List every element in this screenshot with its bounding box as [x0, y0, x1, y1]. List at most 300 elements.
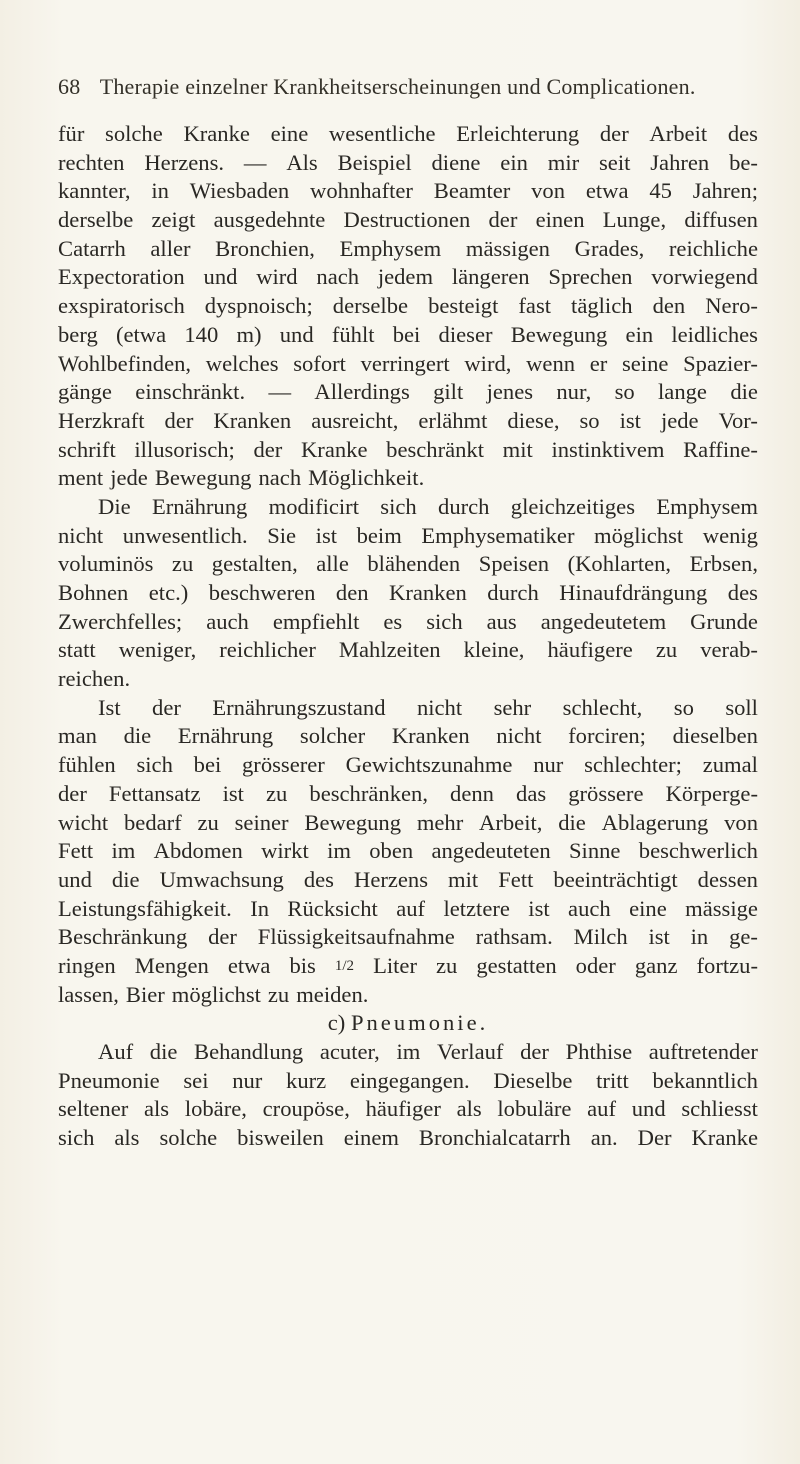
word: angedeutetem — [540, 608, 667, 634]
word: acuter, — [319, 1039, 380, 1064]
word: denn — [450, 780, 494, 806]
word: Raffine- — [683, 436, 758, 462]
word: und — [58, 866, 92, 892]
word: wesentliche — [328, 121, 436, 146]
word: Kranke — [183, 121, 250, 146]
word: Bier — [125, 981, 165, 1007]
body-text — [58, 120, 758, 1153]
word: Expectoration — [58, 264, 185, 290]
word: Zwerchfelles; — [58, 608, 183, 634]
text-line — [58, 694, 758, 723]
word: für — [58, 121, 85, 146]
text-line — [58, 780, 758, 809]
word: ist — [315, 522, 338, 548]
word: die — [111, 866, 140, 892]
word: verringert — [360, 350, 450, 376]
word: weniger, — [118, 637, 197, 663]
word: in — [690, 924, 709, 950]
word: Catarrh — [58, 235, 126, 261]
word: schrift — [58, 436, 116, 462]
word: beim — [356, 522, 402, 548]
word: meiden. — [296, 981, 369, 1007]
text-line — [58, 149, 758, 178]
word: jede — [110, 465, 148, 491]
word: ausreicht, — [311, 407, 399, 433]
word: mehr — [416, 809, 464, 835]
text-line — [58, 952, 758, 981]
word: Speisen — [478, 551, 550, 577]
word: gestalten, — [211, 551, 298, 577]
word: Gewichtszunahme — [345, 752, 513, 778]
word: ist — [222, 780, 244, 806]
running-title: Therapie einzelner Krankheitserscheinungen und Complicationen. — [99, 74, 696, 99]
word: Grunde — [690, 608, 758, 634]
section-label: c) — [327, 1010, 351, 1036]
word: bei — [392, 321, 421, 347]
word: Kranke — [691, 1125, 758, 1151]
word: einschränkt. — [135, 379, 246, 405]
word: mit — [448, 866, 479, 892]
word: des — [727, 580, 758, 605]
word: diffusen — [684, 207, 758, 233]
text-line — [58, 464, 758, 493]
word: häufiger — [365, 1096, 441, 1122]
text-line — [58, 350, 758, 379]
word: jedem — [377, 264, 434, 290]
word: lobäre, — [184, 1096, 247, 1122]
word: sei — [183, 1067, 209, 1093]
word: Arbeit, — [479, 809, 543, 835]
word: solcher — [299, 723, 366, 749]
word: ist — [619, 407, 641, 433]
word: soll — [725, 694, 758, 720]
word: lassen, — [58, 981, 119, 1007]
word: solche — [159, 1125, 218, 1151]
word: bisweilen — [237, 1125, 324, 1151]
word: Kranken — [213, 407, 292, 433]
word: Jahren; — [692, 178, 758, 204]
word: letztere — [443, 895, 510, 921]
word: Fett — [498, 866, 534, 892]
word: unwesentlich. — [122, 522, 248, 548]
word: so — [614, 379, 635, 405]
word: etc.) — [148, 580, 189, 605]
word: als — [143, 1096, 170, 1122]
word: täglich — [571, 293, 633, 319]
word: Hinaufdrängung — [559, 580, 708, 605]
word: grösserer — [242, 752, 325, 778]
word: ist — [648, 924, 670, 950]
word: Allerdings — [314, 379, 410, 405]
word: Wohlbefinden, — [58, 350, 192, 376]
text-line — [58, 120, 758, 149]
word: beschwerlich — [638, 838, 758, 864]
word: be- — [729, 149, 758, 175]
word: möglichst — [594, 522, 684, 548]
text-line — [58, 235, 758, 264]
text-line — [58, 751, 758, 780]
word: ein — [625, 321, 654, 347]
word: Herzkraft — [58, 407, 145, 433]
word: zu — [655, 637, 678, 663]
word: seiner — [234, 809, 289, 835]
word: oder — [575, 952, 616, 978]
word: durch — [487, 580, 539, 605]
word: Erbsen, — [689, 551, 758, 577]
word: — — [243, 149, 267, 175]
word: Kranken — [389, 580, 467, 605]
word: gestatten — [476, 952, 557, 978]
word: der — [164, 407, 194, 433]
word: aus — [486, 608, 517, 634]
word: alle — [316, 551, 349, 577]
word: grössere — [568, 780, 644, 806]
text-line — [58, 923, 758, 952]
text-line — [58, 206, 758, 235]
word: mit — [502, 436, 533, 462]
word: Bewegung — [510, 321, 608, 347]
word: Liter — [373, 952, 417, 978]
word: 140 — [184, 321, 219, 347]
word: von — [724, 809, 758, 835]
word: einen — [535, 207, 585, 233]
word: durch — [438, 493, 490, 519]
word: lange — [658, 379, 707, 405]
word: Ernährung — [151, 493, 248, 519]
word: In — [250, 895, 270, 921]
word: welches — [205, 350, 279, 376]
word: beeinträchtigt — [553, 866, 678, 892]
word: an. — [590, 1125, 618, 1151]
word: sehr — [493, 694, 532, 720]
word: Abdomen — [153, 838, 243, 864]
text-line — [58, 263, 758, 292]
word: Emphysem — [656, 493, 758, 519]
word: sich — [136, 752, 173, 778]
text-line — [58, 809, 758, 838]
word: dessen — [697, 866, 758, 892]
word: die — [123, 723, 152, 749]
text-line — [58, 722, 758, 751]
word: Vor- — [718, 407, 758, 433]
word: verab- — [700, 637, 758, 663]
word: der — [599, 121, 629, 146]
word: fast — [518, 293, 552, 319]
word: Bronchialcatarrh — [418, 1125, 571, 1151]
word: Lunge, — [602, 207, 667, 233]
word: in — [151, 178, 169, 204]
running-header — [58, 74, 748, 100]
word: kannter, — [58, 178, 131, 204]
text-line — [58, 378, 758, 407]
word: illusorisch; — [134, 436, 235, 462]
word: nicht — [58, 522, 104, 548]
word: Möglichkeit. — [308, 465, 425, 491]
word: Bronchien, — [215, 235, 315, 261]
word: ment — [58, 465, 104, 491]
word: nach — [258, 465, 302, 491]
word: auch — [206, 608, 249, 634]
word: Herzens — [354, 866, 429, 892]
word: beschränken, — [309, 780, 428, 806]
word: Jahren — [650, 149, 710, 175]
word: nach — [316, 264, 360, 290]
word: Beispiel — [337, 149, 412, 175]
word: man — [58, 723, 97, 749]
word: Fettansatz — [108, 780, 201, 806]
word: häufigere — [547, 637, 633, 663]
word: tritt — [596, 1067, 629, 1093]
word: fühlen — [58, 752, 116, 778]
word: so — [673, 694, 694, 720]
word: 1/2 — [334, 957, 355, 974]
word: bekanntlich — [652, 1067, 758, 1093]
word: zu — [266, 780, 288, 806]
word: schliesst — [681, 1096, 758, 1122]
word: Arbeit — [649, 121, 708, 146]
word: berg — [58, 321, 98, 347]
text-line — [58, 321, 758, 350]
word: nicht — [496, 723, 542, 749]
word: Destructionen — [343, 207, 471, 233]
word: etwa — [585, 178, 629, 204]
word: diese, — [507, 407, 560, 433]
word: sich — [380, 493, 417, 519]
text-line — [58, 1124, 758, 1153]
word: empfiehlt — [272, 608, 360, 634]
word: Ist — [98, 694, 121, 720]
word: Milch — [573, 924, 628, 950]
word: gleichzeitiges — [510, 493, 635, 519]
word: etwa — [227, 952, 271, 978]
word: die — [149, 1039, 178, 1064]
word: solche — [105, 121, 163, 146]
word: schlechter; — [584, 752, 682, 778]
word: zeigt — [151, 207, 196, 233]
word: blähenden — [367, 551, 461, 577]
word: Der — [637, 1125, 672, 1151]
word: im — [111, 838, 136, 864]
word: oben — [369, 838, 414, 864]
page-number: 68 — [58, 74, 81, 99]
text-line — [58, 1067, 758, 1096]
word: nur — [533, 752, 564, 778]
word: so — [579, 407, 600, 433]
word: wenig — [702, 522, 758, 548]
word: er — [589, 350, 608, 376]
word: Erleichterung — [456, 121, 580, 146]
text-line — [58, 895, 758, 924]
text-line — [58, 665, 758, 694]
word: erlähmt — [418, 407, 488, 433]
word: Kranken — [391, 723, 470, 749]
word: angedeuteten — [431, 838, 551, 864]
word: besteigt — [428, 293, 499, 319]
word: derselbe — [58, 207, 134, 233]
word: zumal — [702, 752, 758, 778]
word: die — [730, 379, 758, 405]
word: Leistungsfähigkeit. — [58, 895, 232, 921]
word: und — [203, 264, 238, 290]
text-line — [58, 292, 758, 321]
word: nur, — [556, 379, 592, 405]
word: rechten — [58, 149, 125, 175]
word: wohnhafter — [310, 178, 413, 204]
word: Auf — [98, 1039, 134, 1064]
word: Kranke — [300, 436, 368, 462]
word: reichliche — [668, 235, 758, 261]
word: Bohnen — [58, 580, 129, 605]
word: Emphysematiker — [421, 522, 575, 548]
word: seit — [599, 149, 631, 175]
word: eine — [629, 895, 667, 921]
word: sich — [426, 608, 463, 634]
word: 45 — [649, 178, 672, 204]
word: voluminös — [58, 551, 154, 577]
word: wenn — [526, 350, 576, 376]
word: Mengen — [134, 952, 209, 978]
word: als — [456, 1096, 482, 1122]
word: und — [279, 321, 314, 347]
word: Fett — [58, 838, 94, 864]
word: bedarf — [124, 809, 182, 835]
word: ausgedehnte — [213, 207, 326, 233]
word: ist — [528, 895, 550, 921]
word: croupöse, — [262, 1096, 350, 1122]
word: zu — [197, 809, 219, 835]
word: leidliches — [671, 321, 758, 347]
word: Umwachsung — [159, 866, 284, 892]
word: zu — [436, 952, 458, 978]
word: jenes — [486, 379, 534, 405]
word: längeren — [451, 264, 530, 290]
word: von — [531, 178, 565, 204]
word: ge- — [729, 924, 758, 950]
word: Sinne — [568, 838, 621, 864]
text-line — [58, 608, 758, 637]
word: der — [253, 436, 283, 462]
word: Emphysem — [339, 235, 442, 261]
word: ringen — [58, 952, 116, 978]
section-title: Pneumonie. — [350, 1010, 489, 1036]
word: der — [488, 207, 518, 233]
word: nicht — [416, 694, 463, 720]
word: auf — [587, 1096, 617, 1122]
word: den — [652, 293, 686, 319]
word: instinktivem — [551, 436, 665, 462]
word: jede — [660, 407, 699, 433]
word: des — [727, 121, 758, 146]
word: gänge — [58, 379, 112, 405]
word: bei — [193, 752, 222, 778]
word: ein — [500, 149, 528, 175]
word: bis — [289, 952, 316, 978]
word: Die — [98, 493, 131, 519]
word: reichen. — [58, 666, 131, 692]
text-line — [58, 1038, 758, 1067]
word: Phthise — [565, 1039, 633, 1064]
word: es — [383, 608, 403, 634]
word: auch — [568, 895, 611, 921]
word: Ablagerung — [601, 809, 709, 835]
word: Ernährungszustand — [212, 694, 386, 720]
word: beschweren — [208, 580, 316, 605]
word: wirkt — [261, 838, 309, 864]
text-line — [58, 837, 758, 866]
word: mässige — [685, 895, 758, 921]
word: Körperge- — [665, 780, 758, 806]
word: ganz — [634, 952, 678, 978]
word: der — [208, 924, 237, 950]
word: Ernährung — [177, 723, 274, 749]
word: forciren; — [568, 723, 646, 749]
word: lobuläre — [497, 1096, 572, 1122]
word: Pneumonie — [58, 1067, 160, 1093]
word: der — [58, 780, 87, 806]
word: statt — [58, 637, 96, 663]
word: Wiesbaden — [189, 178, 290, 204]
text-line — [58, 550, 758, 579]
word: die — [558, 809, 586, 835]
word: fortzu- — [696, 952, 758, 978]
word: der — [520, 1039, 549, 1064]
word: (etwa — [115, 321, 167, 347]
word: zu — [171, 551, 194, 577]
word: Dieselbe — [493, 1067, 573, 1093]
word: Flüssigkeitsaufnahme — [257, 924, 455, 950]
word: Spazier- — [683, 350, 758, 376]
word: gilt — [433, 379, 464, 405]
word: auf — [396, 895, 426, 921]
word: derselbe — [332, 293, 409, 319]
word: Sie — [267, 522, 297, 548]
word: kurz — [286, 1067, 327, 1093]
word: (Kohlarten, — [567, 551, 672, 577]
word: zu — [267, 981, 290, 1007]
word: dyspnoisch; — [204, 293, 313, 319]
word: seine — [621, 350, 669, 376]
text-line — [58, 177, 758, 206]
section-heading — [58, 1009, 758, 1038]
word: vorwiegend — [651, 264, 758, 290]
word: Bewegung — [154, 465, 252, 491]
word: einem — [343, 1125, 399, 1151]
word: dieselben — [672, 723, 758, 749]
word: und — [631, 1096, 666, 1122]
text-line — [58, 1095, 758, 1124]
word: Grades, — [574, 235, 645, 261]
word: rathsam. — [475, 924, 553, 950]
text-line — [58, 407, 758, 436]
word: eine — [270, 121, 309, 146]
word: m) — [236, 321, 262, 347]
word: schlecht, — [562, 694, 643, 720]
word: wird — [256, 264, 298, 290]
word: der — [152, 694, 181, 720]
text-line — [58, 579, 758, 608]
text-line — [58, 522, 758, 551]
text-line — [58, 636, 758, 665]
word: eingegangen. — [349, 1067, 470, 1093]
word: Behandlung — [194, 1039, 304, 1064]
word: seltener — [58, 1096, 129, 1122]
word: beschränkt — [386, 436, 485, 462]
word: Herzens. — [144, 149, 225, 175]
word: Als — [286, 149, 318, 175]
word: reichlicher — [219, 637, 316, 663]
text-line — [58, 493, 758, 522]
word: Beschränkung — [58, 924, 188, 950]
